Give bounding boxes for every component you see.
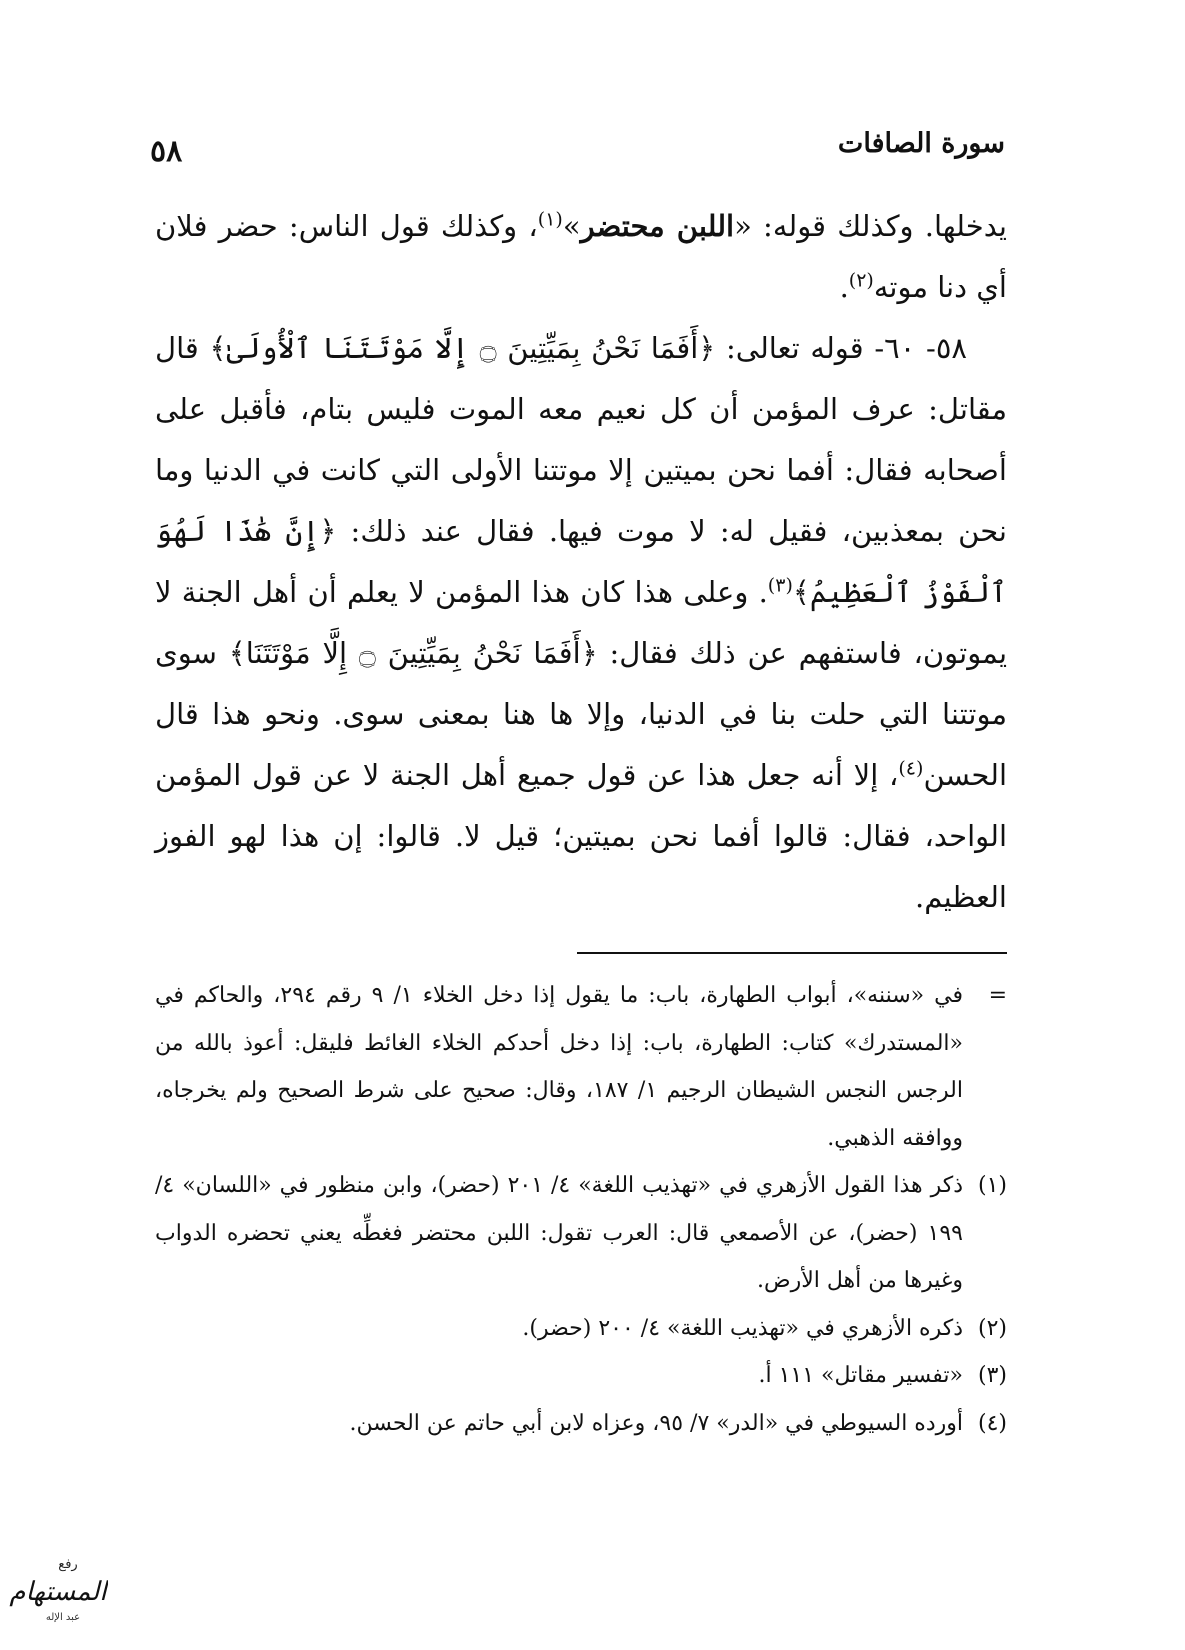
footnote-1 (155, 1162, 1007, 1305)
paragraph-2 (155, 318, 1007, 928)
footnote-2 (155, 1305, 1007, 1353)
footnote-text: أورده السيوطي في «الدر» ٧/ ٩٥، وعزاه لابن أبي حاتم عن الحسن. (349, 1410, 963, 1436)
footnote-4 (155, 1400, 1007, 1448)
text-run: » (562, 209, 581, 243)
footnote-continuation (155, 972, 1007, 1162)
footnote-text: ذكره الأزهري في «تهذيب اللغة» ٤/ ٢٠٠ (حضر). (522, 1315, 963, 1341)
text-run: سوى موتتنا التي حلت بنا في الدنيا، وإلا ها هنا بمعنى سوى. ونحو هذا قال الحسن (155, 636, 1007, 792)
seal-top-text: رفع (58, 1557, 78, 1572)
footnote-text: ذكر هذا القول الأزهري في «تهذيب اللغة» ٤/ ٢٠١ (حضر)، وابن منظور في «اللسان» ٤/ ١٩٩ (حضر)، عن الأصمعي قال: العرب تقول: اللبن محتضر فغطِّه يعني تحضره الدواب وغيرها من أهل الأرض. (155, 1173, 964, 1293)
continuation-mark: = (988, 983, 1007, 1008)
footnote-ref-1[interactable]: (١) (537, 208, 563, 231)
text-run: . (839, 270, 849, 304)
seal-sub-text: عبد الإله (45, 1612, 81, 1623)
text-run: ، وكذلك قول الناس: حضر فلان أي دنا موته (155, 209, 1007, 304)
quoted-phrase: اللبن محتضر (580, 209, 735, 243)
footnote-text: في «سننه»، أبواب الطهارة، باب: ما يقول إذا دخل الخلاء ١/ ٩ رقم ٢٩٤، والحاكم في «المستدرك» كتاب: الطهارة، باب: إذا دخل أحدكم الخلاء الغائط فليقل: أعوذ بالله من الرجس النجس الشيطان الرجيم ١/ ١٨٧، وقال: صحيح على شرط الصحيح ولم يخرجاه، ووافقه الذهبي. (155, 983, 963, 1151)
seal-main-text: المستهام (9, 1577, 107, 1607)
running-header (150, 128, 1005, 178)
footnote-separator (577, 952, 1007, 954)
page-number: ٥٨ (150, 134, 183, 169)
footnote-ref-3[interactable]: (٣) (767, 574, 793, 597)
text-run: قال مقاتل: عرف المؤمن أن كل نعيم معه الموت فليس بتام، فأقبل على أصحابه فقال: أفما نحن بميتين إلا موتتنا الأولى التي كانت في الدنيا وما نحن بمعذبين، فقيل له: لا موت فيها. فقال عند ذلك: (155, 331, 1007, 548)
library-seal-logo (8, 1550, 108, 1628)
footnote-3 (155, 1352, 1007, 1400)
surah-title: سورة الصافات (837, 128, 1005, 159)
quran-verse: ﴿أَفَمَا نَحْنُ بِمَيِّتِينَ ۝ إِلَّا مَوْتَتَنَا ٱلْأُولَىٰ﴾ (209, 331, 716, 365)
footnote-number: (١) (977, 1173, 1007, 1198)
text-run: ، إلا أنه جعل هذا عن قول جميع أهل الجنة لا عن قول المؤمن الواحد، فقال: قالوا أفما نحن بميتين؛ قيل لا. قالوا: إن هذا لهو الفوز العظيم. (155, 758, 1007, 914)
footnotes (155, 972, 1007, 1447)
main-text (155, 196, 1007, 928)
paragraph-1 (155, 196, 1007, 318)
footnote-number: (٣) (977, 1363, 1007, 1388)
footnote-ref-2[interactable]: (٢) (848, 269, 874, 292)
text-run: . وعلى هذا كان هذا المؤمن لا يعلم أن أهل الجنة لا يموتون، فاستفهم عن ذلك فقال: (155, 575, 1008, 670)
footnote-ref-4[interactable]: (٤) (898, 757, 924, 780)
quran-verse: ﴿أَفَمَا نَحْنُ بِمَيِّتِينَ ۝ إِلَّا مَوْتَتَنَا﴾ (228, 636, 598, 670)
footnote-text: «تفسير مقاتل» ١١١ أ. (758, 1363, 963, 1388)
text-run: يدخلها. وكذلك قوله: « (734, 209, 1007, 243)
quran-verse: ﴿إِنَّ هَٰذَا لَهُوَ ٱلْفَوْزُ ٱلْعَظِيمُ﴾ (155, 514, 1007, 609)
text-run: ٥٨- ٦٠- قوله تعالى: (715, 331, 967, 365)
footnote-number: (٤) (977, 1410, 1007, 1436)
footnote-number: (٢) (977, 1315, 1007, 1341)
